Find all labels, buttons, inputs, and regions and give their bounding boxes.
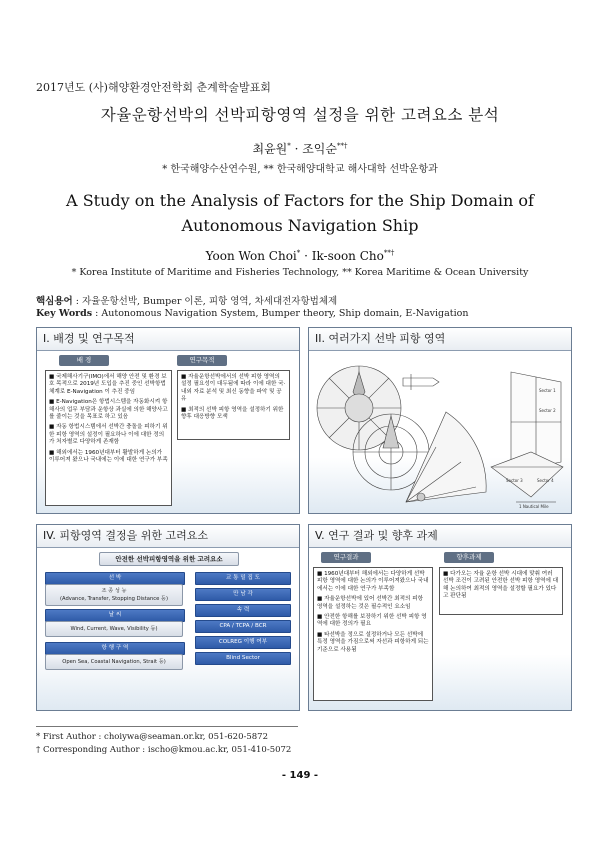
panel-background-purpose (36, 327, 300, 514)
purpose-item: ■ 최적의 선박 피항 영역을 설정하기 위한 향후 대응방향 모색 (181, 406, 284, 421)
authors-korean (0, 140, 600, 157)
tag-results: 연구결과 (321, 552, 371, 563)
author2-mark: **† (337, 142, 348, 150)
footnote-divider (36, 726, 298, 727)
panel-results-future (308, 524, 572, 711)
group-area-detail: Open Sea, Coastal Navigation, Strait 등) (45, 654, 183, 670)
keywords-en-value: : Autonomous Navigation System, Bumper theory, Ship domain, E-Navigation (92, 308, 469, 319)
author1-mark: * (287, 142, 291, 150)
author2-en: · Ik-soon Cho (300, 249, 384, 263)
result-item: ■ 1960년대부터 해외에서는 다양하게 선박 피항 영역에 대한 논의가 이루어져왔으나 국내에서는 이에 대한 연구가 부족함 (317, 571, 429, 592)
ship-domain-diagrams (311, 352, 569, 510)
factor-colreg: COLREG 이행 여부 (195, 636, 291, 649)
group-area-label: 항 행 구 역 (45, 642, 185, 655)
factor-blind-sector: Blind Sector (195, 652, 291, 665)
footnote-first-author: * First Author : choiywa@seaman.or.kr, 051-620-5872 (36, 732, 268, 742)
tag-background: 배 경 (59, 355, 109, 366)
factor-cpa-tcpa-bcr: CPA / TCPA / BCR (195, 620, 291, 633)
keywords-korean (36, 293, 337, 307)
group-ship-detail (45, 584, 183, 606)
tag-future: 향후과제 (444, 552, 494, 563)
author2-en-mark: **† (383, 249, 395, 257)
sector-label: Sector 2 (539, 408, 556, 413)
bg-item: ■ 자동 항법시스템에서 선박간 충돌을 피하기 위한 피항 영역의 설정이 필요하나 이에 대한 정의가 처자별로 다양하게 존재함 (49, 424, 168, 446)
factor-encounter-angle: 만 남 각 (195, 588, 291, 601)
result-item: ■ 타선박을 정으로 설정하거나 모든 선박에 특정 영역을 가짐으로써 자선과 피항하게 되는 기준으로 사용됨 (317, 631, 429, 653)
results-text-box (313, 567, 433, 701)
footnote-corresponding-author: † Corresponding Author : ischo@kmou.ac.kr, 051-410-5072 (36, 745, 292, 755)
panel-ship-domains (308, 327, 572, 514)
tag-purpose: 연구목적 (177, 355, 227, 366)
title-english: A Study on the Analysis of Factors for the Ship Domain of Autonomous Navigation Ship (66, 191, 534, 235)
bg-item: ■ 해외에서는 1960년대부터 활발하게 논의가 이루어져 왔으나 국내에는 이에 대한 연구가 부족 (49, 449, 168, 464)
panel-title: IV. 피항영역 결정을 위한 고려요소 (37, 525, 299, 548)
sector-label: Sector 3 (506, 478, 523, 483)
bg-item: ■ E-Navigation은 항법시스템을 자동화시켜 항해사의 업무 부담과 운항상 과실에 의한 해양사고를 줄이는 것을 목표로 하고 있음 (49, 399, 168, 421)
author1-ko: 최윤원 (252, 142, 288, 156)
group-weather-detail: Wind, Current, Wave, Visibility 등) (45, 621, 183, 637)
sector-label: Sector 1 (539, 388, 556, 393)
result-item: ■ 안전한 항해를 보장하기 위한 선박 피항 영역에 대한 정의가 필요 (317, 614, 427, 628)
affiliation-english: * Korea Institute of Maritime and Fisheries Technology, ** Korea Maritime & Ocean University (71, 267, 529, 278)
ship-sketch (403, 374, 439, 390)
title-korean: 자율운항선박의 선박피항영역 설정을 위한 고려요소 분석 (100, 106, 500, 124)
ship-subtitle: 조 종 성 능 (101, 588, 127, 594)
group-weather-label: 날 씨 (45, 609, 185, 622)
author2-ko: · 조익순 (290, 142, 337, 156)
keywords-en-label: Key Words (36, 308, 93, 319)
panel-considerations (36, 524, 300, 711)
affiliation-korean: * 한국해양수산연수원, ** 한국해양대학교 해사대학 선박운항과 (162, 164, 438, 175)
authors-english (0, 249, 600, 263)
ship-detail-text: (Advance, Transfer, Stopping Distance 등) (60, 596, 168, 602)
bg-item: ■ 국제해사기구(IMO)에서 해양 안전 및 환경 보호 목적으로 2019년 도입을 추진 중인 선박항법체계로 E-Navigation 이 추진 중임 (49, 374, 167, 395)
considerations-header: 안전한 선박피항영역을 위한 고려요소 (99, 552, 239, 566)
conference-name: 2017년도 (사)해양환경안전학회 춘계학술발표회 (36, 81, 271, 94)
panel-title: II. 여러가지 선박 피항 영역 (309, 328, 571, 351)
purpose-text-box (177, 370, 290, 440)
panel-title: I. 배경 및 연구목적 (37, 328, 299, 351)
factor-traffic-density: 교 통 밀 집 도 (195, 572, 291, 585)
panel-title: V. 연구 결과 및 향후 과제 (309, 525, 571, 548)
keywords-ko-value: : 자율운항선박, Bumper 이론, 피항 영역, 차세대전자항법체제 (72, 296, 338, 307)
purpose-item: ■ 자율운항선박에서의 선박 피항 영역의 설정 필요성이 대두됨에 따라 이에 대한 국·내외 자료 분석 및 최신 동향을 파악 및 공유 (181, 374, 286, 403)
background-text-box (45, 370, 172, 506)
future-text-box (439, 567, 563, 615)
author1-en-mark: * (296, 249, 301, 257)
keywords-english (36, 308, 468, 319)
sector-label: Sector 4 (537, 478, 554, 483)
page-number: - 149 - (281, 770, 319, 781)
factor-speed: 속 력 (195, 604, 291, 617)
future-item: ■ 다가오는 자율 운항 선박 시대에 맞춰 여러 선박 조건이 고려된 안전한 선박 피항 영역에 대해 논의하여 최적의 영역을 설정할 필요가 있다고 판단됨 (443, 571, 559, 600)
author1-en: Yoon Won Choi (205, 249, 297, 263)
group-ship-label: 선 박 (45, 572, 185, 585)
keywords-ko-label: 핵심용어 (36, 296, 73, 307)
result-item: ■ 자율운항선박에 있어 선박간 최적의 피항 영역을 설정하는 것은 필수적인 요소임 (317, 596, 424, 610)
scale-label: 1 Nautical Mile (519, 504, 549, 509)
